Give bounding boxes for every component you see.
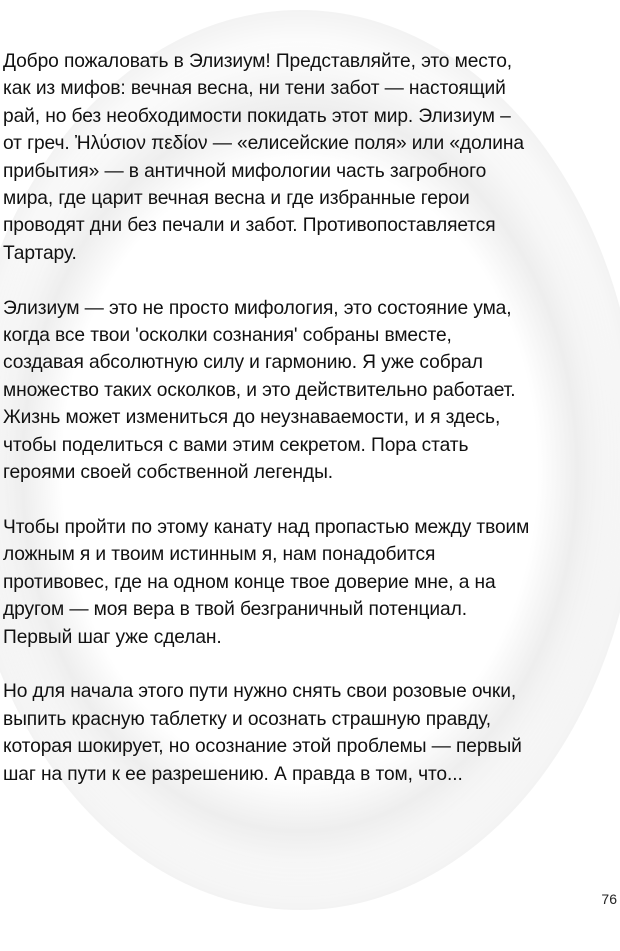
page-number: 76: [601, 891, 617, 907]
paragraph-2: Элизиум — это не просто мифология, это состояние ума, когда все твои 'осколки сознания' собраны вместе, создавая абсолютную силу и гармонию. Я уже собрал множество таких осколков, и это действительно работает. Жизнь может измениться до неузнаваемости, и я здесь, чтобы поделиться с вами этим секретом. Пора стать героями своей собственной легенды.: [3, 297, 516, 484]
paragraph-4: Но для начала этого пути нужно снять свои розовые очки, выпить красную таблетку и осознать страшную правду, которая шокирует, но осознание этой проблемы — первый шаг на пути к ее разрешению. А правда в том, что...: [3, 681, 522, 785]
paragraph-3: Чтобы пройти по этому канату над пропастью между твоим ложным я и твоим истинным я, нам понадобится противовес, где на одном конце твое доверие мне, а на другом — моя вера в твой безграничный потенциал. Первый шаг уже сделан.: [3, 516, 530, 648]
body-text: [3, 48, 615, 815]
paragraph-1: Добро пожаловать в Элизиум! Представляйте, это место, как из мифов: вечная весна, ни тени забот — настоящий рай, но без необходимости покидать этот мир. Элизиум – от греч. Ἠλύσιον πεδίον — «елисейские поля» или «долина прибытия» — в античной мифологии часть загробного мира, где царит вечная весна и где избранные герои проводят дни без печали и забот. Противопоставляется Тартару.: [3, 51, 524, 264]
